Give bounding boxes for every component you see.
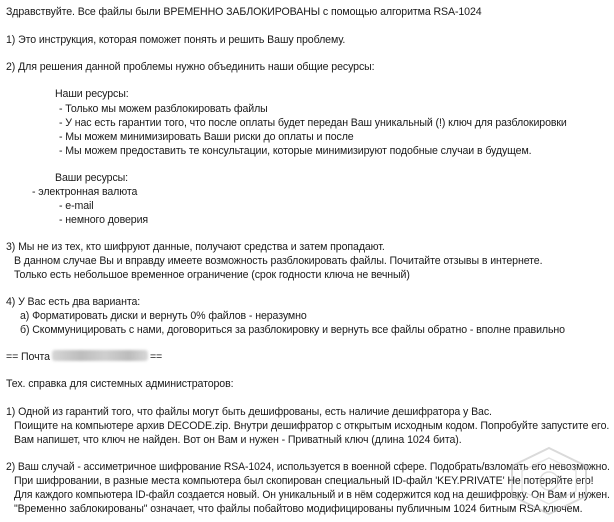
- redacted-email: [52, 350, 148, 361]
- point-4-title: 4) У Вас есть два варианта:: [6, 296, 141, 308]
- our-resource-item: - Мы можем предоставить те консультации, которые минимизируют подобные случаи в будущем.: [59, 145, 532, 157]
- tech-1-line: Поищите на компьютере архив DECODE.zip. Внутри дешифратор с открытым исходным кодом. Попробуйте запустите его.: [14, 420, 610, 432]
- mail-prefix: == Почта: [6, 351, 50, 363]
- point-1: 1) Это инструкция, которая поможет понять и решить Вашу проблему.: [6, 34, 346, 46]
- tech-title: Тех. справка для системных администраторов:: [6, 378, 234, 390]
- tech-2-line: Для каждого компьютера ID-файл создается новый. Он уникальный и в нём содержится код на дешифровку. Он Вам и нужен.: [14, 489, 610, 501]
- your-resources-title: Ваши ресурсы:: [55, 172, 129, 184]
- your-resource-item: - электронная валюта: [32, 186, 138, 198]
- tech-2-line: При шифровании, в разные места компьютера был скопирован специальный ID-файл 'KEY.PRIVATE' Не потеряйте его!: [14, 475, 594, 487]
- our-resources-title: Наши ресурсы:: [55, 88, 129, 100]
- mail-line: [6, 350, 162, 364]
- tech-2-line: 2) Ваш случай - ассиметричное шифрование RSA-1024, используется в военной сфере. Подобрать/взломать его невозможно.: [6, 461, 610, 473]
- our-resource-item: - У нас есть гарантии того, что после оплаты будет передан Ваш уникальный (!) ключ для разблокировки: [59, 117, 567, 129]
- point-3-line: Только есть небольшое временное ограничение (срок годности ключа не вечный): [14, 269, 410, 281]
- your-resource-item: - немного доверия: [59, 214, 149, 226]
- our-resource-item: - Мы можем минимизировать Ваши риски до оплаты и после: [59, 131, 354, 143]
- tech-2-line: "Временно заблокированы" означает, что файлы побайтово модифицированы публичным 1024 битным RSA ключем.: [14, 503, 583, 515]
- point-3-line: 3) Мы не из тех, кто шифруют данные, получают средства и затем пропадают.: [6, 241, 385, 253]
- mail-suffix: ==: [149, 351, 163, 363]
- tech-1-line: Вам напишет, что ключ не найден. Вот он Вам и нужен - Приватный ключ (длина 1024 бита).: [14, 434, 462, 446]
- our-resource-item: - Только мы можем разблокировать файлы: [59, 103, 268, 115]
- your-resource-item: - e-mail: [59, 200, 94, 212]
- point-4-option: б) Скоммуницировать с нами, договориться за разблокировку и вернуть все файлы обратно - вполне правильно: [20, 324, 565, 336]
- point-4-option: а) Форматировать диски и вернуть 0% файлов - неразумно: [20, 310, 307, 322]
- point-2: 2) Для решения данной проблемы нужно объединить наши общие ресурсы:: [6, 61, 375, 73]
- point-3-line: В данном случае Вы и вправду имеете возможность разблокировать файлы. Почитайте отзывы в интернете.: [14, 255, 543, 267]
- tech-1-line: 1) Одной из гарантий того, что файлы могут быть дешифрованы, есть наличие дешифратора у Вас.: [6, 406, 492, 418]
- greeting-line: Здравствуйте. Все файлы были ВРЕМЕННО ЗАБЛОКИРОВАНЫ с помощью алгоритма RSA-1024: [6, 6, 482, 18]
